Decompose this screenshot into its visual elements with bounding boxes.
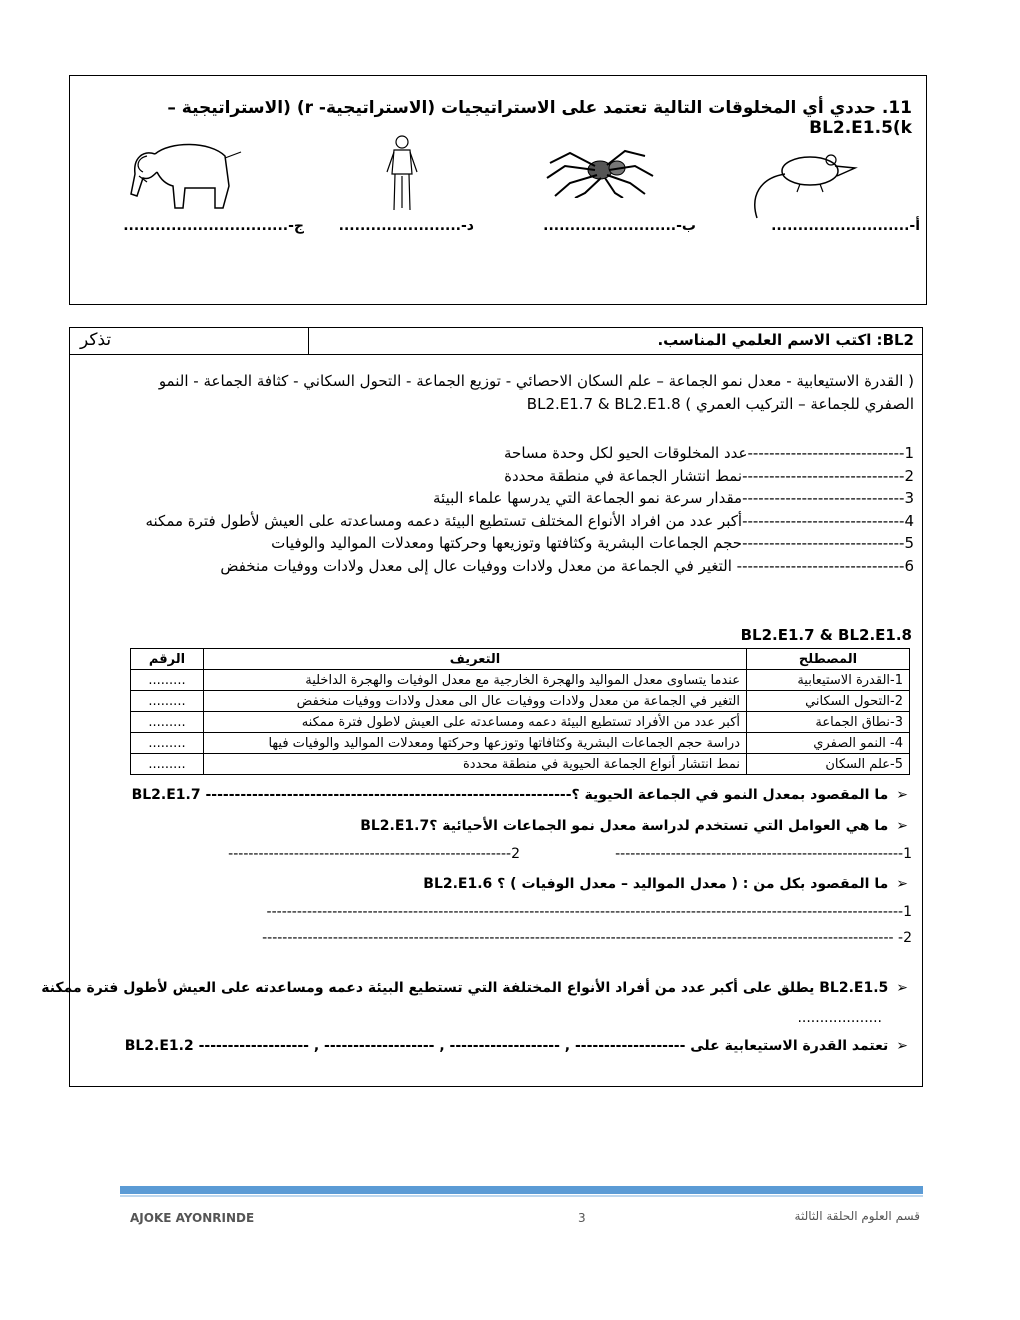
question-capacity-factors — [125, 1038, 908, 1054]
table-header-cell: التعريف — [204, 649, 747, 670]
options-line-2: الصفري للجماعة – التركيب العمري ) BL2.E1.7 & BL2.E1.8 — [526, 395, 914, 413]
table-row — [131, 712, 910, 733]
term-cell: 5-علم السكان — [747, 754, 910, 775]
definition-item: 1-----------------------------عدد المخلوقات الحيو لكل وحدة مساحة — [504, 444, 914, 462]
number-cell[interactable]: ......... — [131, 733, 204, 754]
table-header-row — [131, 649, 910, 670]
definition-item: 3------------------------------مقدار سرعة نمو الجماعة التي يدرسها علماء البيئة — [433, 489, 914, 507]
arrow-bullet-icon: ➢ — [896, 1038, 908, 1054]
answer-line-1[interactable]: 1------------------------------------------------------------------------------------------------------------------------------ — [266, 904, 912, 920]
blank-j[interactable]: ج-............................... — [123, 218, 304, 234]
human-drawing — [382, 134, 422, 212]
table-header-cell: الرقم — [131, 649, 204, 670]
question-birth-death-rate — [423, 876, 908, 892]
header-divider — [308, 328, 309, 354]
section-2-box — [41, 327, 923, 1087]
table-row — [131, 670, 910, 691]
definition-cell: نمط انتشار أنواع الجماعة الحيوية في منطقة محددة — [204, 754, 747, 775]
definition-item: 5------------------------------حجم الجماعات البشرية وكثافتها وتوزيعها وحركتها ومعدلات المواليد والوفيات — [271, 534, 914, 552]
table-row — [131, 754, 910, 775]
table-header-cell: المصطلح — [747, 649, 910, 670]
question-text: ما المقصود بكل من : ( معدل المواليد – معدل الوفيات ) ؟ BL2.E1.6 — [423, 876, 889, 892]
blank-d[interactable]: د-....................... — [338, 218, 474, 234]
options-list — [94, 370, 914, 416]
footer-author: AJOKE AYONRINDE — [130, 1211, 255, 1225]
definition-item: 2------------------------------نمط انتشار الجماعة في منطقة محددة — [504, 466, 914, 485]
answer-blank[interactable]: ................... — [797, 1010, 882, 1026]
answer-line-1[interactable]: 1--------------------------------------------------------- — [615, 846, 912, 862]
definitions-list — [124, 442, 914, 577]
question-text: BL2.E1.5 يطلق على أكبر عدد من أفراد الأنواع المختلفة التي تستطيع البيئة دعمه ومساعدته على العيش لأطول فترة ممكنة — [41, 980, 889, 996]
footer-department: قسم العلوم الحلقة الثالثة — [794, 1209, 920, 1223]
definition-item: 4------------------------------أكبر عدد من افراد الأنواع المختلف تستطيع البيئة دعمه ومساعدته على العيش لأطول فترة ممكنه — [145, 511, 914, 530]
arrow-bullet-icon: ➢ — [896, 876, 908, 892]
definition-cell: دراسة حجم الجماعات البشرية وكثافاتها وتوزعها وحركتها ومعدلات المواليد والوفيات فيها — [204, 733, 747, 754]
question-carrying-capacity — [41, 980, 908, 996]
arrow-bullet-icon: ➢ — [896, 980, 908, 996]
blank-a[interactable]: أ-.......................... — [771, 218, 920, 234]
section-2-header-row — [70, 328, 922, 355]
answer-line-2[interactable]: 2- ----------------------------------------------------------------------------------------------------------------------------- — [262, 930, 912, 946]
elephant-drawing — [125, 136, 245, 214]
mouse-drawing — [745, 146, 865, 226]
term-cell: 3-نطاق الجماعة — [747, 712, 910, 733]
options-line-1: ( القدرة الاستيعابية - معدل نمو الجماعة – علم السكان الاحصائي - توزيع الجماعة - التحول السكاني - كثافة الجماعة - النمو — [158, 372, 914, 390]
table-heading: BL2.E1.7 & BL2.E1.8 — [740, 626, 912, 644]
blank-b[interactable]: ب-......................... — [543, 218, 696, 234]
term-cell: 2-التحول السكاني — [747, 691, 910, 712]
definition-item: 6------------------------------- التغير في الجماعة من معدل ولادات ووفيات عال إلى معدل ولادات ووفيات منخفض — [220, 556, 914, 575]
term-cell: 1-القدرة الاستيعابية — [747, 670, 910, 691]
definition-cell: التغير في الجماعة من معدل ولادات ووفيات عال الى معدل ولادات ووفيات منخفض — [204, 691, 747, 712]
terms-table — [130, 648, 910, 775]
spider-drawing — [545, 148, 655, 198]
table-row — [131, 691, 910, 712]
term-cell: 4- النمو الصفري — [747, 733, 910, 754]
question-growth-factors — [360, 818, 908, 834]
definition-cell: عندما يتساوى معدل المواليد والهجرة الخارجية مع معدل الوفيات والهجرة الداخلية — [204, 670, 747, 691]
question-text: ما هي العوامل التي تستخدم لدراسة معدل نمو الجماعات الأحيائية ؟BL2.E1.7 — [360, 818, 889, 834]
footer-bar — [120, 1186, 923, 1194]
question-growth-rate — [132, 787, 908, 803]
section-2-level-label: تذكر — [80, 330, 112, 350]
number-cell[interactable]: ......... — [131, 670, 204, 691]
number-cell[interactable]: ......... — [131, 691, 204, 712]
arrow-bullet-icon: ➢ — [896, 818, 908, 834]
answer-line-2[interactable]: 2-------------------------------------------------------- — [228, 846, 520, 862]
table-row — [131, 733, 910, 754]
question-11-box — [69, 75, 927, 305]
arrow-bullet-icon: ➢ — [896, 787, 908, 803]
footer-page-number: 3 — [578, 1211, 586, 1225]
section-2-instruction: BL2: اكتب الاسم العلمي المناسب. — [657, 331, 914, 349]
footer-bar-shadow — [120, 1195, 923, 1197]
number-cell[interactable]: ......... — [131, 754, 204, 775]
number-cell[interactable]: ......... — [131, 712, 204, 733]
question-text: ما المقصود بمعدل النمو في الجماعة الحيوية ؟--------------------------------------------------------------- BL2.E1.7 — [131, 787, 889, 803]
question-text: تعتمد القدرة الاستيعابية على ------------------- , ------------------- , ------------------- , ------------------- BL2.E1.2 — [124, 1038, 889, 1054]
question-11-title: 11. حددي أي المخلوقات التالية تعتمد على الاستراتيجيات (الاستراتيجية- r) (الاستراتيجية –BL2.E1.5(k — [167, 98, 912, 138]
definition-cell: أكبر عدد من الأفراد تستطيع البيئة دعمه ومساعدته على العيش لاطول فترة ممكنه — [204, 712, 747, 733]
